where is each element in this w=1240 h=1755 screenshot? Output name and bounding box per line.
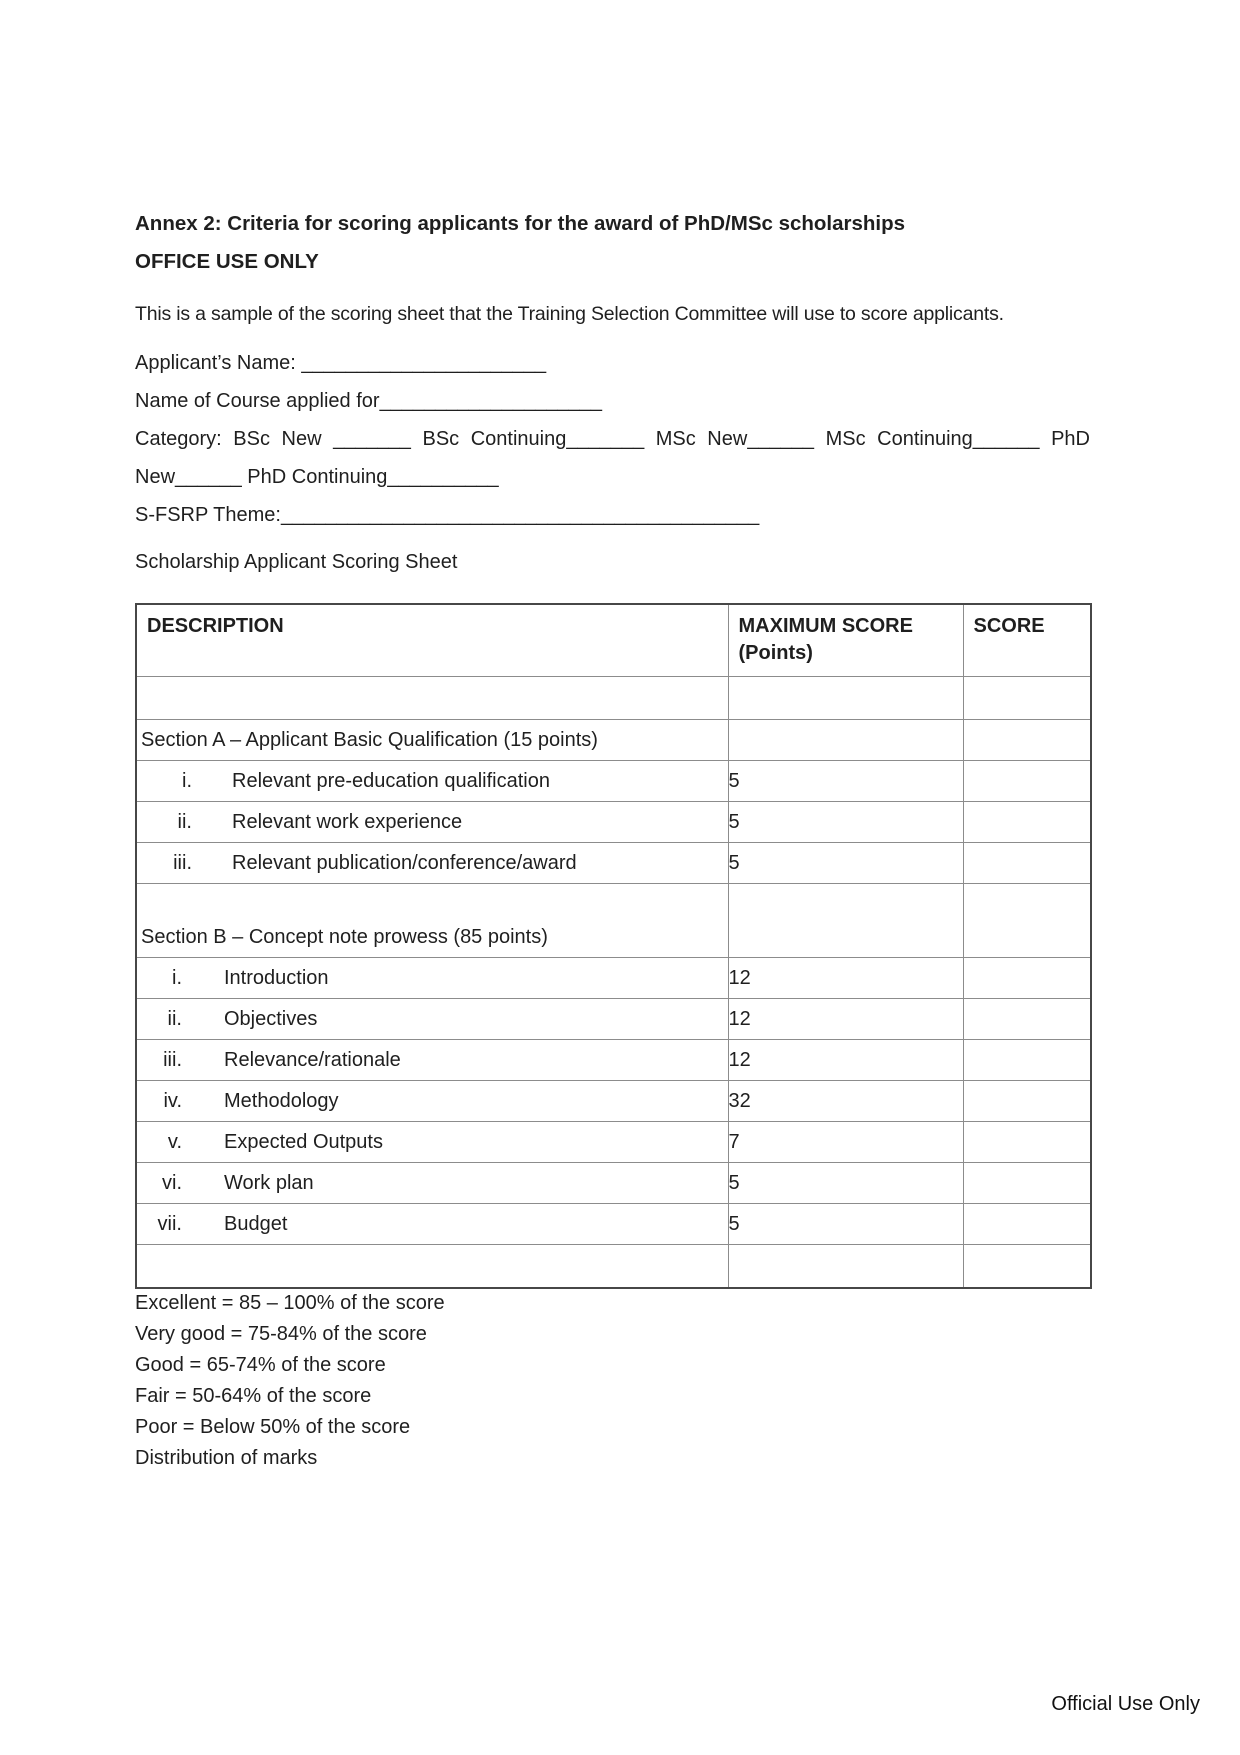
empty-row — [136, 1245, 1091, 1289]
item-numeral: iv. — [163, 1089, 182, 1112]
max-score-cell — [728, 720, 963, 761]
description-cell — [136, 761, 728, 802]
criterion-row — [136, 1081, 1091, 1122]
criterion-row — [136, 999, 1091, 1040]
legend-line: Poor = Below 50% of the score — [135, 1416, 411, 1438]
item-label: Budget — [224, 1212, 288, 1235]
score-cell — [963, 843, 1091, 884]
item-label: Work plan — [224, 1171, 314, 1194]
max-score-cell: 7 — [728, 1122, 963, 1163]
field-course-applied-for: Name of Course applied for____________________ — [135, 390, 603, 412]
max-score-cell: 5 — [728, 761, 963, 802]
intro-paragraph: This is a sample of the scoring sheet that the Training Selection Committee will use to score applicants. — [135, 303, 1004, 325]
score-cell — [963, 1204, 1091, 1245]
field-sfsrp-theme: S-FSRP Theme:___________________________________________ — [135, 504, 760, 526]
max-score-cell: 5 — [728, 843, 963, 884]
item-label: Relevance/rationale — [224, 1048, 401, 1071]
legend-line: Good = 65-74% of the score — [135, 1354, 386, 1376]
criterion-row — [136, 1163, 1091, 1204]
item-label: Relevant publication/conference/award — [232, 851, 577, 874]
criterion-row — [136, 1122, 1091, 1163]
section-row — [136, 720, 1091, 761]
score-cell — [963, 720, 1091, 761]
criterion-row — [136, 761, 1091, 802]
item-label: Objectives — [224, 1007, 318, 1030]
score-cell — [963, 1245, 1091, 1289]
max-score-cell: 12 — [728, 999, 963, 1040]
max-score-cell: 32 — [728, 1081, 963, 1122]
table-caption: Scholarship Applicant Scoring Sheet — [135, 551, 458, 573]
item-numeral: vii. — [157, 1212, 182, 1235]
office-use-label: OFFICE USE ONLY — [135, 250, 319, 273]
legend-line: Distribution of marks — [135, 1447, 318, 1469]
criterion-row — [136, 1040, 1091, 1081]
item-label: Relevant pre-education qualification — [232, 769, 550, 792]
item-numeral: v. — [167, 1130, 182, 1153]
item-label: Relevant work experience — [232, 810, 463, 833]
legend-line: Excellent = 85 – 100% of the score — [135, 1292, 445, 1314]
empty-row — [136, 677, 1091, 720]
item-numeral: i. — [172, 966, 182, 989]
description-cell — [136, 677, 728, 720]
score-cell — [963, 958, 1091, 999]
max-score-cell — [728, 677, 963, 720]
footer-official-use: Official Use Only — [1051, 1693, 1200, 1715]
score-cell — [963, 1163, 1091, 1204]
description-cell — [136, 1163, 728, 1204]
section-row — [136, 884, 1091, 958]
score-cell — [963, 999, 1091, 1040]
description-cell — [136, 843, 728, 884]
description-cell — [136, 1204, 728, 1245]
description-cell — [136, 958, 728, 999]
item-numeral: ii. — [177, 810, 192, 833]
item-label: Methodology — [224, 1089, 339, 1112]
max-score-cell: 12 — [728, 958, 963, 999]
max-score-cell — [728, 1245, 963, 1289]
score-cell — [963, 677, 1091, 720]
scoring-table — [135, 603, 1092, 1289]
page-title: Annex 2: Criteria for scoring applicants for the award of PhD/MSc scholarships — [135, 212, 906, 235]
col-header-score: SCORE — [963, 604, 1091, 677]
field-applicant-name: Applicant’s Name: ______________________ — [135, 352, 547, 374]
max-score-cell: 5 — [728, 1163, 963, 1204]
description-cell — [136, 1245, 728, 1289]
field-category-line2: New______ PhD Continuing__________ — [135, 466, 499, 488]
criterion-row — [136, 1204, 1091, 1245]
max-score-cell: 5 — [728, 1204, 963, 1245]
item-numeral: iii. — [163, 1048, 182, 1071]
criterion-row — [136, 802, 1091, 843]
item-label: Introduction — [224, 966, 329, 989]
criterion-row — [136, 958, 1091, 999]
description-cell — [136, 1040, 728, 1081]
table-header-row — [136, 604, 1091, 677]
max-score-cell — [728, 884, 963, 958]
item-numeral: ii. — [167, 1007, 182, 1030]
description-cell — [136, 802, 728, 843]
col-header-max-score-line2: (Points) — [738, 642, 813, 664]
col-header-max-score — [728, 604, 963, 677]
item-numeral: vi. — [162, 1171, 182, 1194]
legend-line: Very good = 75-84% of the score — [135, 1323, 427, 1345]
score-cell — [963, 1040, 1091, 1081]
item-numeral: iii. — [173, 851, 192, 874]
section-label: Section A – Applicant Basic Qualification (15 points) — [136, 720, 728, 761]
col-header-description: DESCRIPTION — [136, 604, 728, 677]
description-cell — [136, 1122, 728, 1163]
score-cell — [963, 761, 1091, 802]
score-cell — [963, 1122, 1091, 1163]
criterion-row — [136, 843, 1091, 884]
score-cell — [963, 802, 1091, 843]
description-cell — [136, 999, 728, 1040]
item-numeral: i. — [182, 769, 192, 792]
field-category-line1: Category: BSc New _______ BSc Continuing_______ MSc New______ MSc Continuing______ PhD — [135, 428, 1090, 450]
score-legend — [135, 1288, 1090, 1474]
item-label: Expected Outputs — [224, 1130, 383, 1153]
score-cell — [963, 1081, 1091, 1122]
max-score-cell: 5 — [728, 802, 963, 843]
score-cell — [963, 884, 1091, 958]
max-score-cell: 12 — [728, 1040, 963, 1081]
legend-line: Fair = 50-64% of the score — [135, 1385, 372, 1407]
col-header-max-score-line1: MAXIMUM SCORE — [738, 615, 913, 637]
description-cell — [136, 1081, 728, 1122]
section-label: Section B – Concept note prowess (85 points) — [136, 884, 728, 958]
